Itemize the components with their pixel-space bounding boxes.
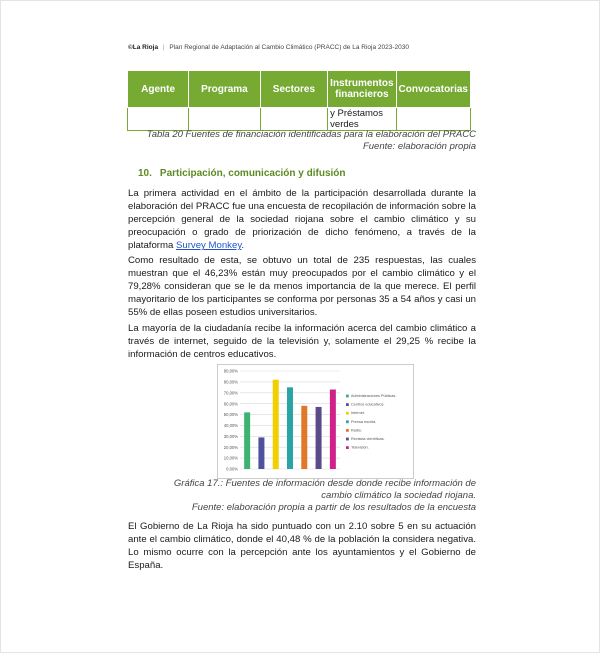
funding-table	[127, 70, 471, 131]
legend-label: Televisión.	[351, 445, 369, 450]
bar	[258, 437, 264, 469]
bar	[316, 407, 322, 469]
table-cell	[189, 108, 261, 131]
paragraph-1	[128, 187, 476, 252]
y-tick-label: 50,00%	[223, 412, 238, 418]
header-title: Plan Regional de Adaptación al Cambio Climático (PRACC) de La Rioja 2023-2030	[169, 44, 409, 51]
table-cell	[128, 108, 189, 131]
legend-label: Internet.	[351, 411, 365, 416]
bar	[301, 406, 307, 469]
bar	[287, 387, 293, 469]
page-header	[128, 44, 409, 51]
legend-swatch	[346, 412, 349, 415]
col-instrumentos: Instrumentos financieros	[328, 71, 396, 108]
table-row	[128, 108, 471, 131]
chart-caption-line2: cambio climático la sociedad riojana.	[321, 490, 476, 501]
table-caption-title: Tabla 20 Fuentes de financiación identificadas para la elaboración del PRACC	[146, 129, 476, 140]
y-tick-label: 30,00%	[223, 433, 238, 439]
y-tick-label: 70,00%	[223, 390, 238, 396]
y-tick-label: 20,00%	[223, 444, 238, 450]
paragraph-2: Como resultado de esta, se obtuvo un total de 235 respuestas, las cuales muestran que el 46,23% están muy preocupados por el cambio climático y el 79,28% consideran que se le da menos importancia de la que merece. El perfil mayoritario de los participantes se conforma por personas 35 a 54 años y casi un 55% de ellas poseen estudios universitarios.	[128, 255, 476, 319]
col-agente: Agente	[128, 71, 189, 108]
col-sectores: Sectores	[260, 71, 327, 108]
bar	[244, 412, 250, 469]
paragraph-3: La mayoría de la ciudadanía recibe la información acerca del cambio climático a través de internet, seguido de la televisión y, solamente el 29,25 % recibe la información de centros educativos.	[128, 323, 476, 361]
legend-swatch	[346, 446, 349, 449]
y-tick-label: 60,00%	[223, 401, 238, 407]
table-caption-source: Fuente: elaboración propia	[362, 141, 476, 152]
paragraph-4: El Gobierno de La Rioja ha sido puntuado con un 2.10 sobre 5 en su actuación ante el cambio climático, donde el 40,48 % de la población la considera negativa. Lo mismo ocurre con la percepción ante los ayuntamientos y el Gobierno de España.	[128, 521, 476, 572]
legend-label: Administraciones Públicas.	[351, 394, 397, 398]
la-rioja-logo: ©La Rioja	[128, 44, 159, 51]
table-cell	[396, 108, 470, 131]
paragraph-1-end: .	[241, 240, 245, 252]
paragraph-1-text: La primera actividad en el ámbito de la participación desarrollada durante la elaboración del PRACC fue una encuesta de recopilación de información sobre la percepción general de la sociedad riojana sobre el cambio climático y su preocupación o grado de priorización de dicho fenómeno, a través de la plataforma	[128, 188, 476, 252]
y-tick-label: 90,00%	[223, 368, 238, 374]
info-sources-chart	[217, 364, 414, 479]
section-number: 10.	[138, 168, 152, 179]
legend-label: Centros educativos.	[351, 402, 385, 407]
chart-caption-source: Fuente: elaboración propia a partir de los resultados de la encuesta	[191, 502, 476, 513]
chart-caption-line1: Gráfica 17.: Fuentes de información desde donde recibe información de	[173, 478, 476, 489]
y-tick-label: 10,00%	[223, 455, 238, 461]
y-tick-label: 0,00%	[226, 466, 238, 472]
survey-monkey-link[interactable]: Survey Monkey	[176, 240, 242, 252]
table-header-row	[128, 71, 471, 108]
section-heading	[138, 168, 346, 179]
header-separator: |	[162, 44, 165, 51]
col-programa: Programa	[189, 71, 261, 108]
legend-swatch	[346, 395, 349, 398]
legend-swatch	[346, 429, 349, 432]
legend-label: Prensa escrita.	[351, 419, 377, 424]
chart-svg	[218, 365, 413, 478]
table-cell	[260, 108, 327, 131]
y-tick-label: 40,00%	[223, 423, 238, 429]
col-convocatorias: Convocatorias	[396, 71, 470, 108]
legend-swatch	[346, 420, 349, 423]
section-title: Participación, comunicación y difusión	[159, 168, 346, 179]
bar	[273, 380, 279, 469]
bar	[330, 390, 336, 469]
y-tick-label: 80,00%	[223, 379, 238, 385]
table-cell: y Préstamos verdes	[328, 108, 396, 131]
legend-label: Radio.	[351, 428, 362, 433]
legend-swatch	[346, 438, 349, 441]
legend-label: Revistas científicas.	[351, 437, 385, 441]
legend-swatch	[346, 403, 349, 406]
